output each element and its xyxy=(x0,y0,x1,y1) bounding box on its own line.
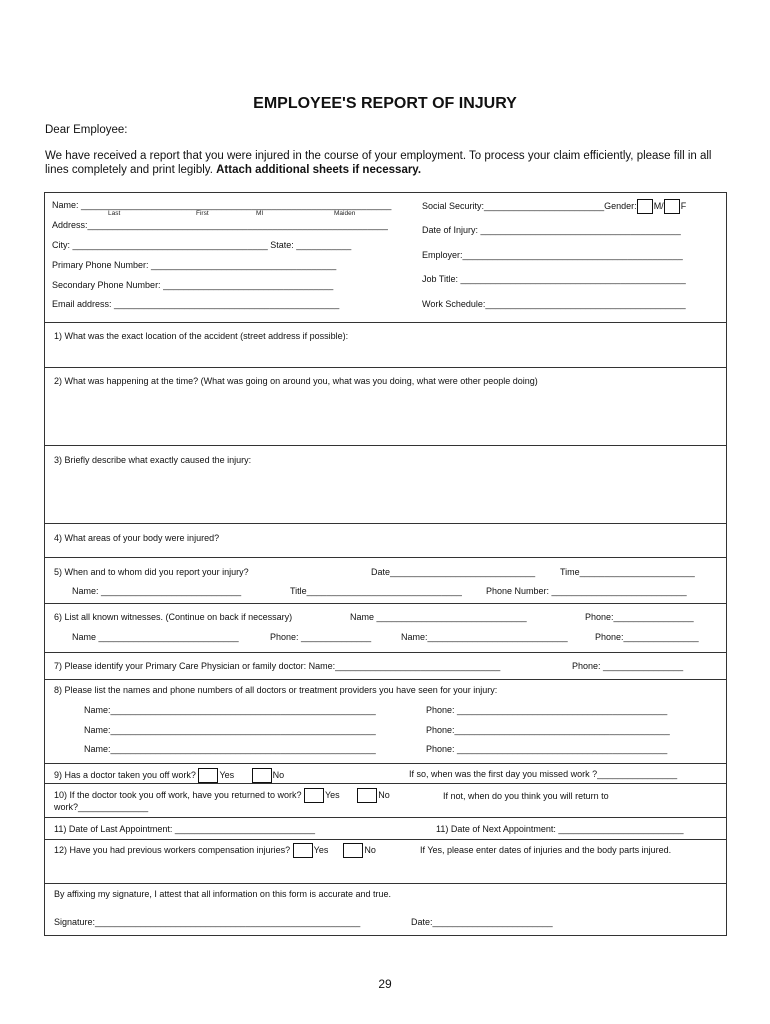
q5-time-field[interactable]: Time_______________________ xyxy=(560,567,695,577)
q10-return-field[interactable]: work?______________ xyxy=(54,802,149,812)
q3-label: 3) Briefly describe what exactly caused the injury: xyxy=(54,455,252,465)
divider xyxy=(44,367,726,368)
attestation-text: By affixing my signature, I attest that all information on this form is accurate and true. xyxy=(54,889,391,899)
q10-no-label: No xyxy=(378,789,390,800)
q8-label: 8) Please list the names and phone numbers of all doctors or treatment providers you have seen for your injury: xyxy=(54,685,498,695)
q12-yes-checkbox[interactable] xyxy=(293,843,313,858)
q6-label: 6) List all known witnesses. (Continue on back if necessary) xyxy=(54,612,293,622)
q10-row xyxy=(54,788,390,803)
q12-row xyxy=(54,843,376,858)
ssn-gender-row xyxy=(422,199,686,214)
divider xyxy=(44,557,726,558)
q8-provider2-name[interactable]: Name:_____________________________________________________ xyxy=(84,725,376,735)
page-number: 29 xyxy=(378,977,392,991)
q12-yes-label: Yes xyxy=(313,844,329,855)
city-state-field[interactable]: City: _______________________________________ State: ___________ xyxy=(52,240,352,250)
q9-no-checkbox[interactable] xyxy=(252,768,272,783)
page-title: EMPLOYEE'S REPORT OF INJURY xyxy=(253,95,517,112)
q6-witness1-name[interactable]: Name ______________________________ xyxy=(350,612,527,622)
q9-row xyxy=(54,768,284,783)
name-field[interactable]: Name: ______________________________________________________________ xyxy=(52,200,392,210)
divider xyxy=(44,445,726,446)
q10-return-label: If not, when do you think you will return to xyxy=(443,791,609,801)
q12-no-label: No xyxy=(364,844,376,855)
q11-last-appointment-field[interactable]: 11) Date of Last Appointment: ____________________________ xyxy=(54,824,316,834)
q1-label: 1) What was the exact location of the accident (street address if possible): xyxy=(54,331,349,341)
work-schedule-field[interactable]: Work Schedule:________________________________________ xyxy=(422,299,686,309)
q10-yes-label: Yes xyxy=(325,789,340,800)
intro-text: We have received a report that you were injured in the course of your employment. To process your claim efficiently, please fill in all lines completely and print legibly. xyxy=(45,150,712,176)
employer-field[interactable]: Employer:____________________________________________ xyxy=(422,250,683,260)
secondary-phone-field[interactable]: Secondary Phone Number: __________________________________ xyxy=(52,280,334,290)
q12-label: 12) Have you had previous workers compensation injuries? xyxy=(54,844,291,855)
q6-witness2-name[interactable]: Name ____________________________ xyxy=(72,632,239,642)
signature-date-field[interactable]: Date:________________________ xyxy=(411,917,553,927)
divider xyxy=(44,763,726,764)
q9-label: 9) Has a doctor taken you off work? xyxy=(54,769,196,780)
divider xyxy=(44,817,726,818)
q6-witness3-name[interactable]: Name:____________________________ xyxy=(401,632,568,642)
name-sub-last: Last xyxy=(108,210,121,217)
gender-f-label: F xyxy=(680,200,687,211)
q10-yes-checkbox[interactable] xyxy=(304,788,324,803)
q10-label: 10) If the doctor took you off work, have you returned to work? xyxy=(54,789,302,800)
q8-provider3-phone[interactable]: Phone: __________________________________________ xyxy=(426,744,668,754)
greeting: Dear Employee: xyxy=(45,124,128,136)
email-field[interactable]: Email address: _____________________________________________ xyxy=(52,299,340,309)
primary-phone-field[interactable]: Primary Phone Number: _____________________________________ xyxy=(52,260,337,270)
q9-missed-work-field[interactable]: If so, when was the first day you missed work ?________________ xyxy=(409,769,678,779)
gender-m-label: M/ xyxy=(653,200,664,211)
q2-label: 2) What was happening at the time? (What was going on around you, what was you doing, what were other people doing) xyxy=(54,376,538,386)
intro-paragraph xyxy=(45,149,735,177)
q5-phone-field[interactable]: Phone Number: ___________________________ xyxy=(486,586,687,596)
signature-field[interactable]: Signature:_____________________________________________________ xyxy=(54,917,361,927)
q6-witness1-phone[interactable]: Phone:________________ xyxy=(585,612,694,622)
q12-followup-label: If Yes, please enter dates of injuries and the body parts injured. xyxy=(420,845,672,855)
divider xyxy=(44,322,726,323)
address-field[interactable]: Address:____________________________________________________________ xyxy=(52,220,388,230)
intro-bold-note: Attach additional sheets if necessary. xyxy=(216,164,422,176)
ssn-field[interactable]: Social Security:________________________Gender: xyxy=(422,200,637,211)
q12-no-checkbox[interactable] xyxy=(343,843,363,858)
date-of-injury-field[interactable]: Date of Injury: ________________________________________ xyxy=(422,225,681,235)
q5-date-field[interactable]: Date_____________________________ xyxy=(371,567,536,577)
divider xyxy=(44,839,726,840)
q5-label: 5) When and to whom did you report your injury? xyxy=(54,567,249,577)
divider xyxy=(44,679,726,680)
divider xyxy=(44,652,726,653)
q11-next-appointment-field[interactable]: 11) Date of Next Appointment: _________________________ xyxy=(436,824,684,834)
q9-yes-checkbox[interactable] xyxy=(198,768,218,783)
q6-witness3-phone[interactable]: Phone:_______________ xyxy=(595,632,699,642)
q5-title-field[interactable]: Title_______________________________ xyxy=(290,586,462,596)
name-sub-first: First xyxy=(196,210,209,217)
q8-provider3-name[interactable]: Name:_____________________________________________________ xyxy=(84,744,376,754)
q7-phone-field[interactable]: Phone: ________________ xyxy=(572,661,684,671)
q8-provider1-name[interactable]: Name:_____________________________________________________ xyxy=(84,705,376,715)
q7-physician-field[interactable]: 7) Please identify your Primary Care Physician or family doctor: Name:_________________________________ xyxy=(54,661,501,671)
divider xyxy=(44,523,726,524)
q9-yes-label: Yes xyxy=(219,769,235,780)
q10-no-checkbox[interactable] xyxy=(357,788,377,803)
gender-m-checkbox[interactable] xyxy=(637,199,653,214)
q6-witness2-phone[interactable]: Phone: ______________ xyxy=(270,632,372,642)
name-sub-mi: MI xyxy=(256,210,264,217)
q5-name-field[interactable]: Name: ____________________________ xyxy=(72,586,242,596)
q9-no-label: No xyxy=(272,769,285,780)
job-title-field[interactable]: Job Title: _____________________________________________ xyxy=(422,274,686,284)
divider xyxy=(44,883,726,884)
gender-f-checkbox[interactable] xyxy=(664,199,680,214)
divider xyxy=(44,783,726,784)
divider xyxy=(44,603,726,604)
name-sub-maiden: Maiden xyxy=(334,210,356,217)
q8-provider2-phone[interactable]: Phone:___________________________________________ xyxy=(426,725,670,735)
q4-label: 4) What areas of your body were injured? xyxy=(54,533,220,543)
q8-provider1-phone[interactable]: Phone: __________________________________________ xyxy=(426,705,668,715)
